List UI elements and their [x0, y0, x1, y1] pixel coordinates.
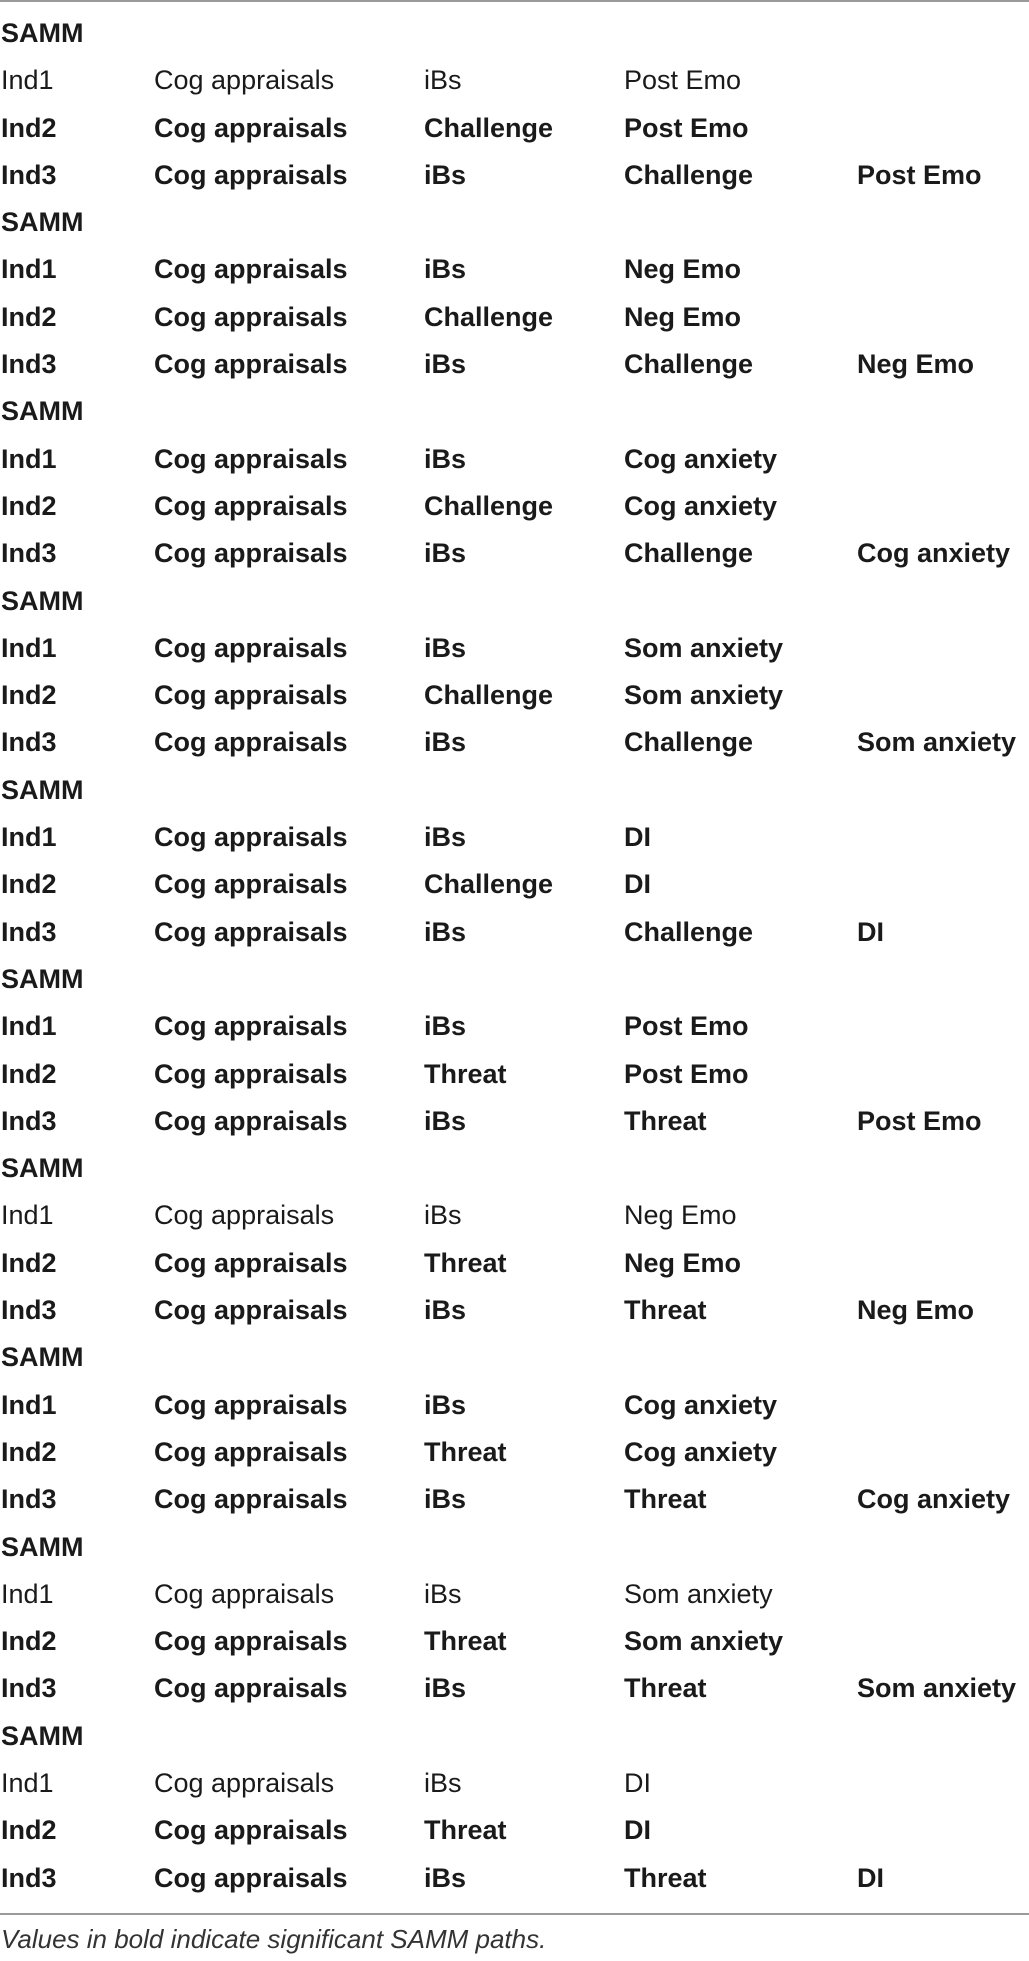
table-cell: DI — [624, 822, 651, 853]
table-cell: Cog appraisals — [154, 112, 348, 143]
row-label-cell: SAMM — [1, 1153, 84, 1184]
table-group-header-row — [0, 578, 1029, 625]
table-cell: iBs — [424, 538, 467, 569]
table-cell: Cog appraisals — [154, 1200, 335, 1231]
table-cell: Threat — [624, 1295, 707, 1326]
table-group-header-row — [0, 1713, 1029, 1760]
row-label-cell: Ind3 — [1, 1484, 57, 1515]
table-cell: Threat — [424, 1247, 507, 1278]
row-label-cell: Ind1 — [1, 632, 57, 663]
row-label-cell: SAMM — [1, 1720, 84, 1751]
table-row — [0, 1382, 1029, 1429]
samm-paths-table — [0, 10, 1029, 1902]
table-cell: Challenge — [424, 490, 554, 521]
table-cell: DI — [624, 869, 651, 900]
table-row — [0, 1051, 1029, 1098]
table-cell: Som anxiety — [857, 727, 1017, 758]
table-cell: Threat — [624, 1673, 707, 1704]
table-cell: iBs — [424, 443, 467, 474]
table-cell: Threat — [424, 1626, 507, 1657]
row-label-cell: SAMM — [1, 963, 84, 994]
row-label-cell: Ind3 — [1, 727, 57, 758]
table-cell: iBs — [424, 1767, 462, 1798]
table-cell: iBs — [424, 1200, 462, 1231]
table-cell: Threat — [624, 1862, 707, 1893]
row-label-cell: Ind2 — [1, 1436, 57, 1467]
table-cell: Cog appraisals — [154, 1484, 348, 1515]
table-cell: Cog anxiety — [624, 1389, 778, 1420]
table-row — [0, 1429, 1029, 1476]
table-cell: iBs — [424, 1011, 467, 1042]
table-cell: Cog appraisals — [154, 680, 348, 711]
row-label-cell: Ind1 — [1, 65, 54, 96]
table-cell: Cog appraisals — [154, 869, 348, 900]
table-row — [0, 719, 1029, 766]
table-row — [0, 625, 1029, 672]
table-cell: DI — [857, 1862, 884, 1893]
table-cell: Threat — [624, 1105, 707, 1136]
table-cell: Cog appraisals — [154, 1436, 348, 1467]
row-label-cell: SAMM — [1, 1342, 84, 1373]
table-row — [0, 1665, 1029, 1712]
table-row — [0, 483, 1029, 530]
table-cell: Som anxiety — [624, 1626, 784, 1657]
table-cell: Cog appraisals — [154, 1247, 348, 1278]
table-row — [0, 1807, 1029, 1854]
row-label-cell: SAMM — [1, 18, 84, 48]
table-cell: iBs — [424, 822, 467, 853]
table-row — [0, 1476, 1029, 1523]
row-label-cell: Ind3 — [1, 1105, 57, 1136]
table-cell: Cog anxiety — [624, 1436, 778, 1467]
row-label-cell: Ind2 — [1, 1626, 57, 1657]
table-cell: Neg Emo — [857, 349, 975, 380]
row-label-cell: Ind3 — [1, 159, 57, 190]
row-label-cell: Ind1 — [1, 1389, 57, 1420]
table-group-header-row — [0, 388, 1029, 435]
table-cell: iBs — [424, 349, 467, 380]
table-cell: Cog appraisals — [154, 1815, 348, 1846]
row-label-cell: Ind2 — [1, 680, 57, 711]
table-row — [0, 1760, 1029, 1807]
table-cell: Neg Emo — [624, 1247, 742, 1278]
table-row — [0, 436, 1029, 483]
table-cell: iBs — [424, 1105, 467, 1136]
table-cell: Cog appraisals — [154, 632, 348, 663]
table-row — [0, 861, 1029, 908]
table-cell: Challenge — [624, 349, 754, 380]
table-cell: Challenge — [424, 112, 554, 143]
table-cell: Cog appraisals — [154, 349, 348, 380]
table-group-header-row — [0, 1145, 1029, 1192]
table-cell: iBs — [424, 1389, 467, 1420]
row-label-cell: Ind3 — [1, 1295, 57, 1326]
table-group-header-row — [0, 767, 1029, 814]
table-row — [0, 294, 1029, 341]
table-cell: Cog appraisals — [154, 159, 348, 190]
table-cell: Neg Emo — [624, 1200, 737, 1231]
table-cell: Neg Emo — [857, 1295, 975, 1326]
row-label-cell: Ind1 — [1, 1578, 54, 1609]
table-cell: Post Emo — [624, 112, 749, 143]
table-cell: Cog anxiety — [857, 538, 1011, 569]
table-cell: Challenge — [624, 538, 754, 569]
table-cell: Cog appraisals — [154, 1389, 348, 1420]
table-row — [0, 341, 1029, 388]
table-row — [0, 1855, 1029, 1902]
table-top-rule — [0, 0, 1029, 2]
table-row — [0, 530, 1029, 577]
table-cell: Threat — [624, 1484, 707, 1515]
row-label-cell: Ind2 — [1, 1815, 57, 1846]
table-cell: Challenge — [624, 916, 754, 947]
table-cell: Neg Emo — [624, 301, 742, 332]
table-cell: Challenge — [624, 727, 754, 758]
table-cell: Cog appraisals — [154, 301, 348, 332]
table-row — [0, 152, 1029, 199]
table-row — [0, 1240, 1029, 1287]
table-cell: Cog appraisals — [154, 1058, 348, 1089]
row-label-cell: Ind3 — [1, 538, 57, 569]
table-cell: Cog anxiety — [857, 1484, 1011, 1515]
table-cell: Cog appraisals — [154, 822, 348, 853]
table-cell: Cog appraisals — [154, 490, 348, 521]
table-cell: iBs — [424, 1673, 467, 1704]
table-cell: Som anxiety — [624, 680, 784, 711]
table-bottom-rule — [0, 1913, 1029, 1915]
row-label-cell: SAMM — [1, 1531, 84, 1562]
table-cell: Cog appraisals — [154, 916, 348, 947]
table-footnote: Values in bold indicate significant SAMM paths. — [1, 1924, 547, 1954]
row-label-cell: Ind1 — [1, 1767, 54, 1798]
table-cell: Challenge — [624, 159, 754, 190]
table-row — [0, 909, 1029, 956]
table-cell: Threat — [424, 1436, 507, 1467]
table-row — [0, 1192, 1029, 1239]
row-label-cell: Ind1 — [1, 1011, 57, 1042]
table-cell: Cog appraisals — [154, 1626, 348, 1657]
table-group-header-row — [0, 1524, 1029, 1571]
table-group-header-row — [0, 1334, 1029, 1381]
row-label-cell: Ind2 — [1, 301, 57, 332]
row-label-cell: SAMM — [1, 396, 84, 427]
table-row — [0, 57, 1029, 104]
table-cell: iBs — [424, 254, 467, 285]
table-cell: iBs — [424, 1578, 462, 1609]
table-cell: Cog anxiety — [624, 443, 778, 474]
table-row — [0, 1618, 1029, 1665]
row-label-cell: Ind1 — [1, 254, 57, 285]
row-label-cell: Ind2 — [1, 1058, 57, 1089]
table-cell: iBs — [424, 1862, 467, 1893]
table-cell: iBs — [424, 1484, 467, 1515]
table-row — [0, 246, 1029, 293]
table-cell: Challenge — [424, 680, 554, 711]
table-cell: iBs — [424, 632, 467, 663]
table-cell: Challenge — [424, 301, 554, 332]
table-group-header-row — [0, 199, 1029, 246]
table-cell: Cog appraisals — [154, 1295, 348, 1326]
table-row — [0, 1003, 1029, 1050]
table-cell: DI — [857, 916, 884, 947]
table-cell: Som anxiety — [857, 1673, 1017, 1704]
table-cell: Cog appraisals — [154, 1105, 348, 1136]
row-label-cell: Ind1 — [1, 822, 57, 853]
table-cell: Cog appraisals — [154, 1673, 348, 1704]
table-cell: Cog anxiety — [624, 490, 778, 521]
table-cell: Cog appraisals — [154, 443, 348, 474]
table-cell: iBs — [424, 65, 462, 96]
table-row — [0, 1571, 1029, 1618]
row-label-cell: Ind1 — [1, 1200, 54, 1231]
table-group-header-row — [0, 10, 1029, 57]
table-row — [0, 105, 1029, 152]
row-label-cell: SAMM — [1, 774, 84, 805]
table-row — [0, 814, 1029, 861]
row-label-cell: Ind3 — [1, 916, 57, 947]
table-cell: DI — [624, 1815, 651, 1846]
table-cell: Cog appraisals — [154, 254, 348, 285]
table-cell: Post Emo — [857, 1105, 982, 1136]
table-cell: Cog appraisals — [154, 727, 348, 758]
table-row — [0, 1287, 1029, 1334]
table-cell: Post Emo — [857, 159, 982, 190]
table-row — [0, 672, 1029, 719]
table-cell: Threat — [424, 1058, 507, 1089]
table-cell: iBs — [424, 159, 467, 190]
table-cell: Post Emo — [624, 65, 742, 96]
table-cell: Cog appraisals — [154, 1767, 335, 1798]
table-cell: Cog appraisals — [154, 1862, 348, 1893]
table-cell: Som anxiety — [624, 632, 784, 663]
table-cell: Post Emo — [624, 1058, 749, 1089]
table-cell: Cog appraisals — [154, 538, 348, 569]
table-cell: Post Emo — [624, 1011, 749, 1042]
table-cell: iBs — [424, 1295, 467, 1326]
row-label-cell: Ind2 — [1, 490, 57, 521]
table-cell: DI — [624, 1767, 651, 1798]
row-label-cell: Ind3 — [1, 349, 57, 380]
row-label-cell: Ind2 — [1, 1247, 57, 1278]
table-cell: Threat — [424, 1815, 507, 1846]
row-label-cell: SAMM — [1, 585, 84, 616]
table-cell: Challenge — [424, 869, 554, 900]
table-cell: iBs — [424, 916, 467, 947]
row-label-cell: Ind2 — [1, 869, 57, 900]
table-row — [0, 1098, 1029, 1145]
table-cell: Cog appraisals — [154, 65, 335, 96]
table-group-header-row — [0, 956, 1029, 1003]
table-cell: Cog appraisals — [154, 1578, 335, 1609]
table-cell: Neg Emo — [624, 254, 742, 285]
table-cell: Cog appraisals — [154, 1011, 348, 1042]
row-label-cell: SAMM — [1, 207, 84, 238]
row-label-cell: Ind3 — [1, 1862, 57, 1893]
row-label-cell: Ind3 — [1, 1673, 57, 1704]
row-label-cell: Ind1 — [1, 443, 57, 474]
table-cell: Som anxiety — [624, 1578, 773, 1609]
row-label-cell: Ind2 — [1, 112, 57, 143]
table-cell: iBs — [424, 727, 467, 758]
